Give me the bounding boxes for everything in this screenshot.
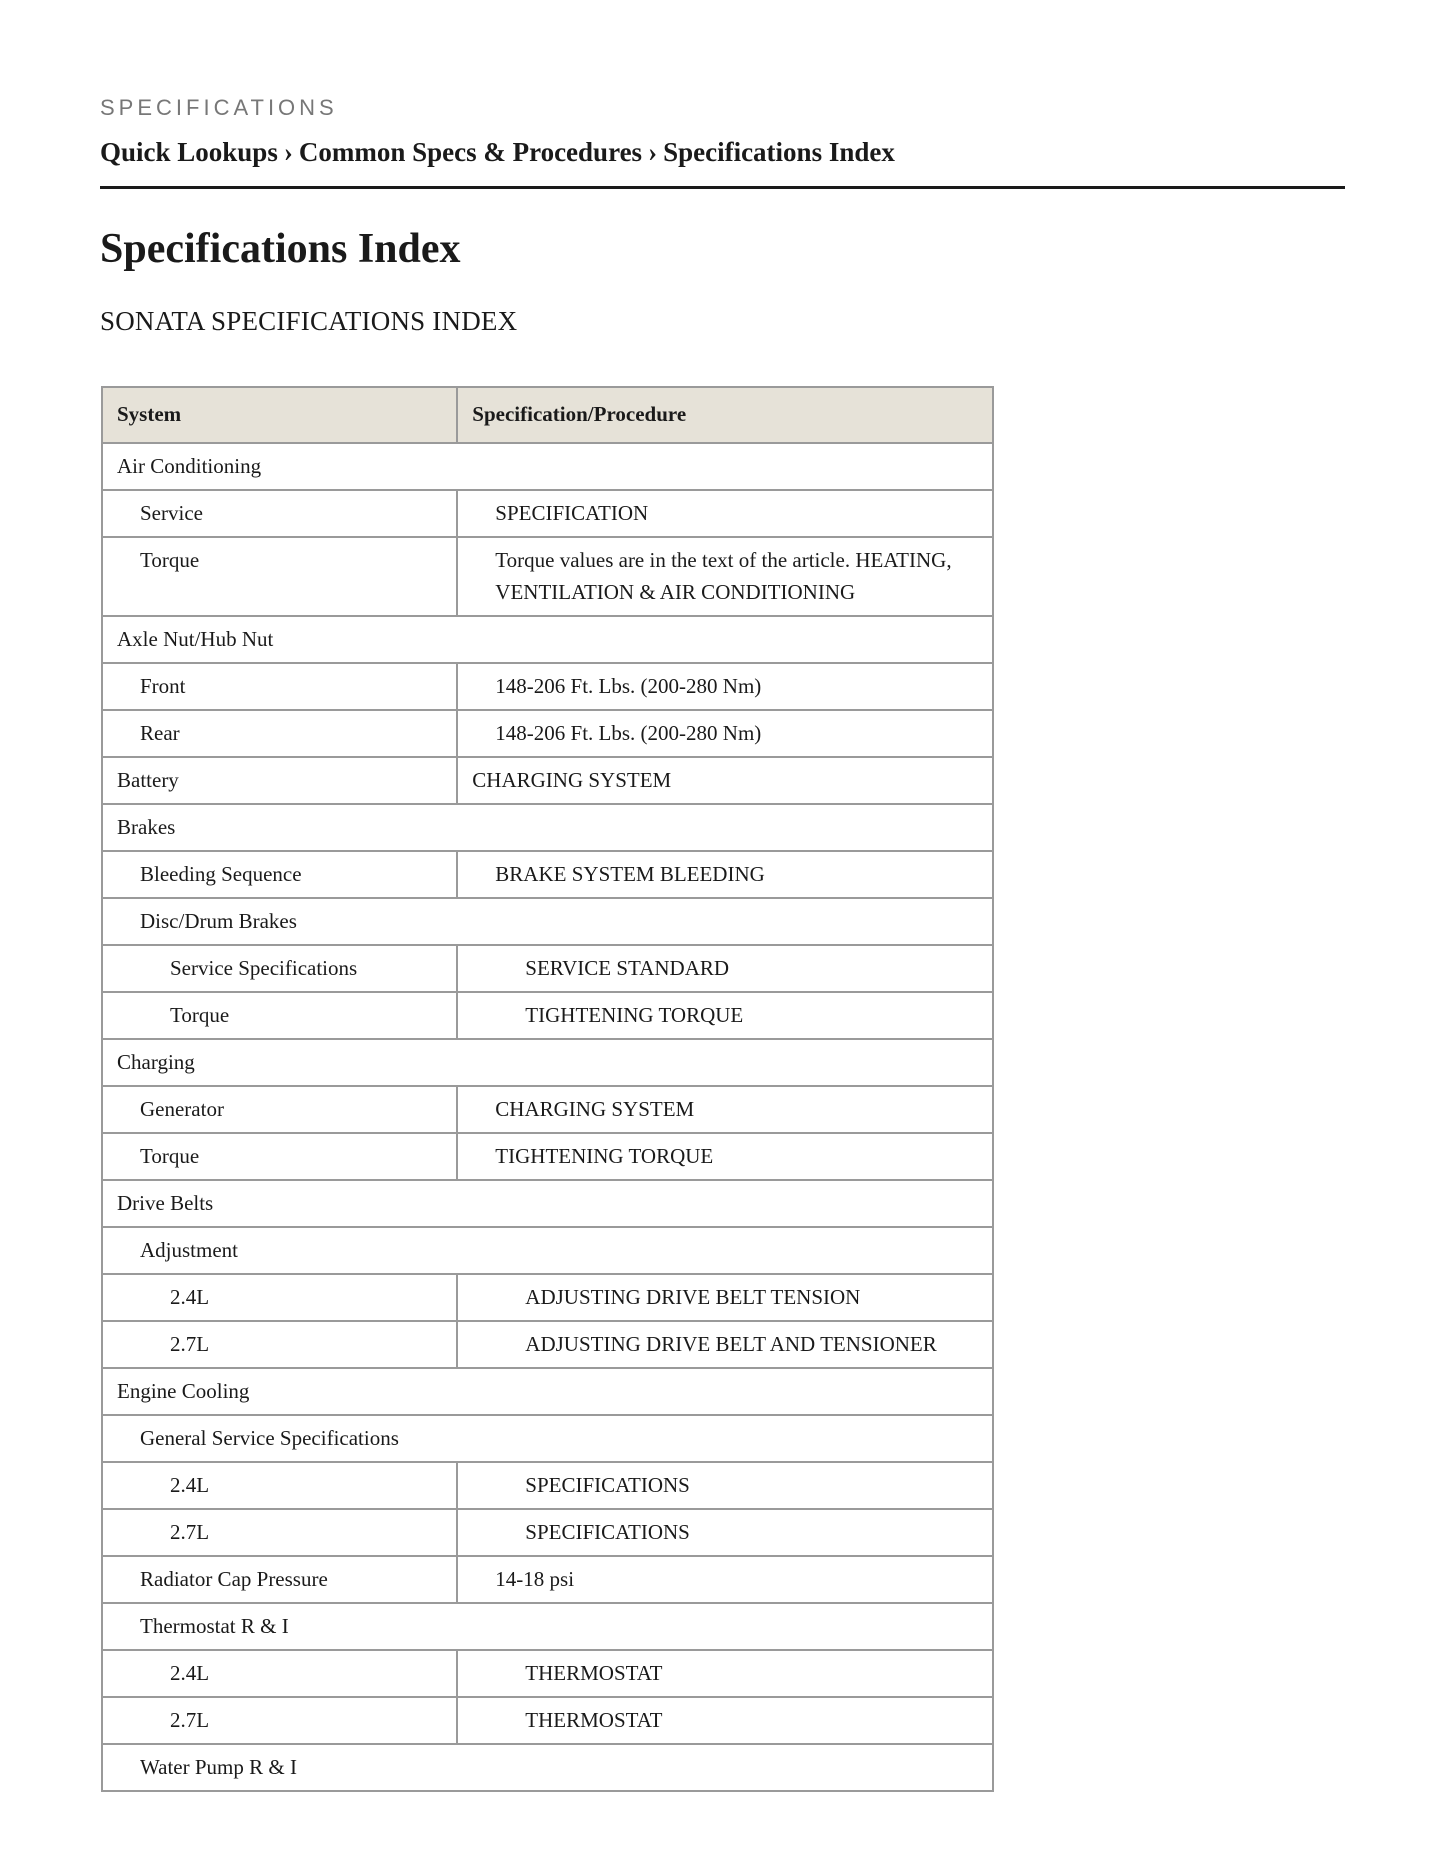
table-row bbox=[102, 1180, 993, 1227]
section-label: SPECIFICATIONS bbox=[100, 95, 338, 120]
spec-procedure-cell[interactable]: THERMOSTAT bbox=[457, 1697, 993, 1744]
table-row bbox=[102, 616, 993, 663]
table-row bbox=[102, 757, 993, 804]
group-heading-cell: Charging bbox=[102, 1039, 993, 1086]
spec-procedure-cell[interactable]: 148-206 Ft. Lbs. (200-280 Nm) bbox=[457, 710, 993, 757]
spec-procedure-cell[interactable]: TIGHTENING TORQUE bbox=[457, 992, 993, 1039]
system-cell: Service Specifications bbox=[102, 945, 457, 992]
table-row bbox=[102, 1227, 993, 1274]
group-heading-cell: Adjustment bbox=[102, 1227, 993, 1274]
system-cell: Torque bbox=[102, 1133, 457, 1180]
system-cell: Radiator Cap Pressure bbox=[102, 1556, 457, 1603]
group-heading-cell: Water Pump R & I bbox=[102, 1744, 993, 1791]
system-cell: 2.4L bbox=[102, 1650, 457, 1697]
spec-procedure-cell[interactable]: CHARGING SYSTEM bbox=[457, 757, 993, 804]
table-row bbox=[102, 1509, 993, 1556]
group-heading-cell: Axle Nut/Hub Nut bbox=[102, 616, 993, 663]
table-row bbox=[102, 1133, 993, 1180]
system-cell: Generator bbox=[102, 1086, 457, 1133]
table-row bbox=[102, 1321, 993, 1368]
table-header-row bbox=[102, 387, 993, 443]
spec-procedure-cell[interactable]: TIGHTENING TORQUE bbox=[457, 1133, 993, 1180]
group-heading-cell: Disc/Drum Brakes bbox=[102, 898, 993, 945]
system-cell: 2.7L bbox=[102, 1321, 457, 1368]
spec-procedure-cell[interactable]: CHARGING SYSTEM bbox=[457, 1086, 993, 1133]
table-row bbox=[102, 992, 993, 1039]
table-row bbox=[102, 1603, 993, 1650]
page-subtitle: SONATA SPECIFICATIONS INDEX bbox=[100, 306, 518, 336]
system-cell: Bleeding Sequence bbox=[102, 851, 457, 898]
table-row bbox=[102, 804, 993, 851]
system-cell: Rear bbox=[102, 710, 457, 757]
system-cell: 2.7L bbox=[102, 1697, 457, 1744]
breadcrumb-current: Specifications Index bbox=[663, 137, 895, 167]
breadcrumb-common-specs[interactable]: Common Specs & Procedures bbox=[298, 137, 643, 167]
table-row bbox=[102, 663, 993, 710]
table-row bbox=[102, 1556, 993, 1603]
column-header-system: System bbox=[102, 387, 457, 443]
group-heading-cell: Engine Cooling bbox=[102, 1368, 993, 1415]
spec-procedure-cell[interactable]: 14-18 psi bbox=[457, 1556, 993, 1603]
table-row bbox=[102, 1462, 993, 1509]
spec-procedure-cell[interactable]: SPECIFICATION bbox=[457, 490, 993, 537]
breadcrumb bbox=[100, 137, 895, 168]
table-row bbox=[102, 1368, 993, 1415]
group-heading-cell: Drive Belts bbox=[102, 1180, 993, 1227]
breadcrumb-separator: › bbox=[283, 137, 293, 167]
group-heading-cell: Brakes bbox=[102, 804, 993, 851]
group-heading-cell: General Service Specifications bbox=[102, 1415, 993, 1462]
table-row bbox=[102, 710, 993, 757]
table-row bbox=[102, 1086, 993, 1133]
system-cell: Torque bbox=[102, 992, 457, 1039]
spec-procedure-cell[interactable]: SPECIFICATIONS bbox=[457, 1509, 993, 1556]
breadcrumb-separator: › bbox=[648, 137, 658, 167]
table-row bbox=[102, 1697, 993, 1744]
spec-procedure-cell[interactable]: THERMOSTAT bbox=[457, 1650, 993, 1697]
spec-procedure-cell[interactable]: SERVICE STANDARD bbox=[457, 945, 993, 992]
spec-procedure-cell[interactable]: BRAKE SYSTEM BLEEDING bbox=[457, 851, 993, 898]
spec-procedure-cell[interactable]: SPECIFICATIONS bbox=[457, 1462, 993, 1509]
system-cell: Service bbox=[102, 490, 457, 537]
spec-procedure-cell[interactable]: ADJUSTING DRIVE BELT TENSION bbox=[457, 1274, 993, 1321]
system-cell: 2.7L bbox=[102, 1509, 457, 1556]
table-row bbox=[102, 1039, 993, 1086]
group-heading-cell: Air Conditioning bbox=[102, 443, 993, 490]
table-row bbox=[102, 945, 993, 992]
table-row bbox=[102, 537, 993, 616]
table-row bbox=[102, 851, 993, 898]
spec-procedure-cell[interactable]: 148-206 Ft. Lbs. (200-280 Nm) bbox=[457, 663, 993, 710]
spec-procedure-cell[interactable]: Torque values are in the text of the article. HEATING, VENTILATION & AIR CONDITIONING bbox=[457, 537, 993, 616]
table-row bbox=[102, 1744, 993, 1791]
system-cell: Battery bbox=[102, 757, 457, 804]
system-cell: Front bbox=[102, 663, 457, 710]
table-body bbox=[102, 443, 993, 1791]
header-divider bbox=[100, 186, 1345, 189]
page-title: Specifications Index bbox=[100, 226, 461, 272]
table-row bbox=[102, 1274, 993, 1321]
table-row bbox=[102, 898, 993, 945]
table-row bbox=[102, 490, 993, 537]
system-cell: Torque bbox=[102, 537, 457, 616]
breadcrumb-quick-lookups[interactable]: Quick Lookups bbox=[100, 137, 278, 167]
system-cell: 2.4L bbox=[102, 1274, 457, 1321]
table-row bbox=[102, 1415, 993, 1462]
spec-procedure-cell[interactable]: ADJUSTING DRIVE BELT AND TENSIONER bbox=[457, 1321, 993, 1368]
table-row bbox=[102, 443, 993, 490]
column-header-spec: Specification/Procedure bbox=[457, 387, 993, 443]
group-heading-cell: Thermostat R & I bbox=[102, 1603, 993, 1650]
system-cell: 2.4L bbox=[102, 1462, 457, 1509]
table-row bbox=[102, 1650, 993, 1697]
specifications-table bbox=[101, 386, 994, 1792]
